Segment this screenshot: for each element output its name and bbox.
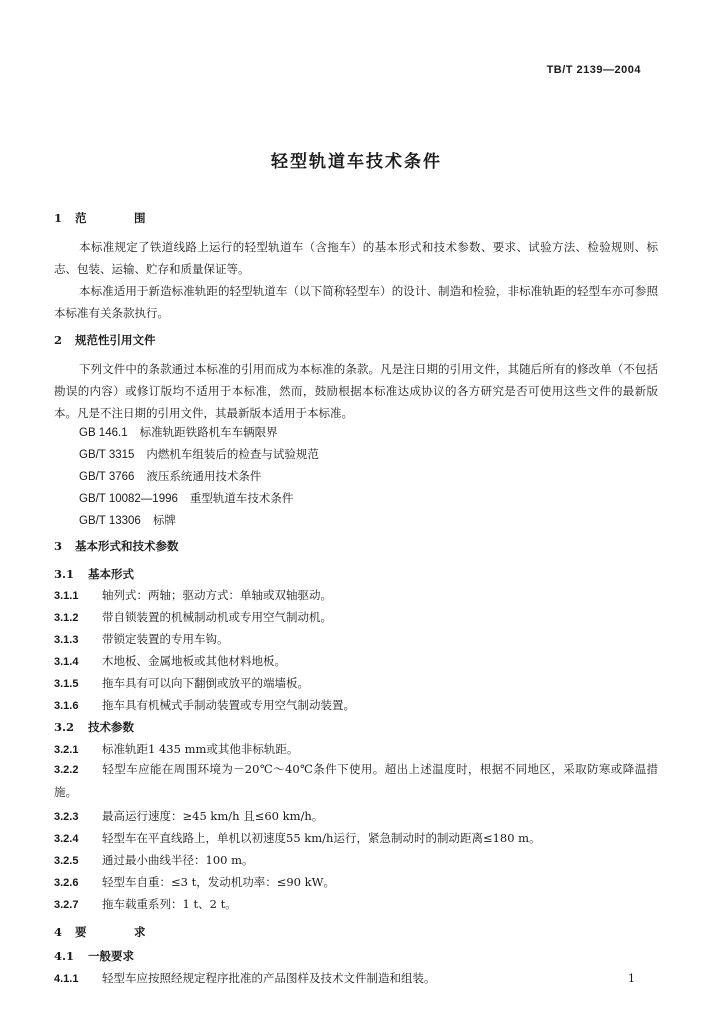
reference-code: GB/T 3315 [79, 449, 135, 461]
clause-item [54, 609, 332, 625]
clause-item [54, 587, 332, 603]
clause-number: 3.1.2 [54, 612, 79, 624]
clause-number: 3.1.4 [54, 656, 79, 668]
reference-code: GB/T 10082—1996 [79, 493, 178, 505]
reference-code: GB 146.1 [79, 427, 128, 439]
clause-item [54, 758, 658, 803]
section-2-heading [54, 332, 156, 348]
clause-text: 轻型车自重：≤3 t，发动机功率：≤90 kW。 [102, 875, 335, 889]
reference-item [79, 468, 261, 484]
section-2-paragraph: 下列文件中的条款通过本标准的引用而成为本标准的条款。凡是注日期的引用文件，其随后所有的修改单（不包括勘误的内容）或修订版均不适用于本标准，然而，鼓励根据本标准达成协议的各方研究是否可使用这些文件的最新版本。凡是不注日期的引用文件，其最新版本适用于本标准。 [54, 362, 658, 420]
clause-text: 木地板、金属地板或其他材料地板。 [102, 654, 286, 668]
clause-number: 3.2.4 [54, 833, 79, 845]
page-number: 1 [628, 972, 635, 985]
clause-item [54, 830, 541, 846]
reference-item [79, 424, 278, 440]
section-4-heading [54, 924, 164, 940]
reference-code: GB/T 3766 [79, 471, 135, 483]
section-1-paragraph-1: 本标准规定了铁道线路上运行的轻型轨道车（含拖车）的基本形式和技术参数、要求、试验方法、检验规则、标志、包装、运输、贮存和质量保证等。 [54, 240, 658, 276]
standard-number: TB/T 2139—2004 [546, 64, 641, 76]
clause-item [54, 675, 309, 691]
reference-title: 内燃机车组装后的检查与试验规范 [146, 447, 319, 461]
clause-text: 轻型车应按照经规定程序批准的产品图样及技术文件制造和组装。 [102, 971, 436, 985]
clause-number: 3.1.6 [54, 700, 79, 712]
clause-item [54, 808, 323, 824]
subsection-title: 一般要求 [88, 949, 134, 963]
subsection-title: 技术参数 [88, 720, 134, 734]
clause-number: 3.2.2 [54, 764, 79, 776]
subsection-number: 4.1 [54, 949, 75, 963]
subsection-number: 3.2 [54, 720, 75, 734]
section-number: 1 [54, 211, 63, 225]
clause-item [54, 852, 254, 868]
clause-text: 通过最小曲线半径：100 m。 [102, 853, 254, 867]
reference-title: 标准轨距铁路机车车辆限界 [139, 425, 278, 439]
section-title: 规范性引用文件 [75, 333, 156, 347]
subsection-3-2-heading [54, 719, 134, 735]
clause-text: 带自锁装置的机械制动机或专用空气制动机。 [102, 610, 332, 624]
clause-text: 拖车具有机械式手制动装置或专用空气制动装置。 [102, 698, 355, 712]
clause-number: 3.2.3 [54, 811, 79, 823]
clause-number: 3.2.5 [54, 855, 79, 867]
clause-text: 轴列式：两轴；驱动方式：单轴或双轴驱动。 [102, 588, 332, 602]
reference-item [79, 446, 319, 462]
clause-text: 轻型车应能在周围环境为－20℃～40℃条件下使用。超出上述温度时，根据不同地区，采取防寒或降温措施。 [54, 762, 658, 799]
clause-text: 拖车载重系列：1 t、2 t。 [102, 897, 237, 911]
subsection-4-1-heading [54, 948, 134, 964]
reference-item [79, 490, 293, 506]
clause-item [54, 874, 335, 890]
clause-item [54, 631, 229, 647]
section-title: 要 求 [75, 925, 164, 939]
subsection-number: 3.1 [54, 567, 75, 581]
section-1-heading [54, 210, 164, 226]
section-title: 范 围 [75, 211, 164, 225]
clause-number: 3.2.6 [54, 877, 79, 889]
section-title: 基本形式和技术参数 [75, 539, 179, 553]
section-number: 3 [54, 539, 63, 553]
clause-item [54, 896, 237, 912]
clause-item [54, 741, 298, 757]
reference-code: GB/T 13306 [79, 515, 141, 527]
clause-number: 3.1.1 [54, 590, 79, 602]
clause-number: 3.1.5 [54, 678, 79, 690]
reference-title: 液压系统通用技术条件 [146, 469, 262, 483]
section-number: 2 [54, 333, 63, 347]
clause-number: 3.1.3 [54, 634, 79, 646]
clause-number: 3.2.7 [54, 899, 79, 911]
clause-number: 3.2.1 [54, 744, 79, 756]
subsection-3-1-heading [54, 566, 134, 582]
clause-item [54, 970, 436, 986]
reference-title: 标牌 [152, 513, 176, 527]
subsection-title: 基本形式 [88, 567, 134, 581]
reference-item [79, 512, 176, 528]
clause-text: 轻型车在平直线路上，单机以初速度55 km/h运行，紧急制动时的制动距离≤180 m。 [102, 831, 541, 845]
clause-text: 拖车具有可以向下翻倒或放平的端墙板。 [102, 676, 309, 690]
section-3-heading [54, 538, 179, 554]
clause-item [54, 697, 355, 713]
document-title: 轻型轨道车技术条件 [271, 152, 442, 172]
clause-item [54, 653, 286, 669]
clause-text: 带锁定装置的专用车钩。 [102, 632, 229, 646]
section-1-paragraph-2: 本标准适用于新造标准轨距的轻型轨道车（以下简称轻型车）的设计、制造和检验，非标准轨距的轻型车亦可参照本标准有关条款执行。 [54, 284, 658, 320]
clause-number: 4.1.1 [54, 973, 79, 985]
clause-text: 最高运行速度：≥45 km/h 且≤60 km/h。 [102, 809, 324, 823]
reference-title: 重型轨道车技术条件 [189, 491, 294, 505]
clause-text: 标准轨距1 435 mm或其他非标轨距。 [102, 742, 299, 756]
section-number: 4 [54, 925, 63, 939]
